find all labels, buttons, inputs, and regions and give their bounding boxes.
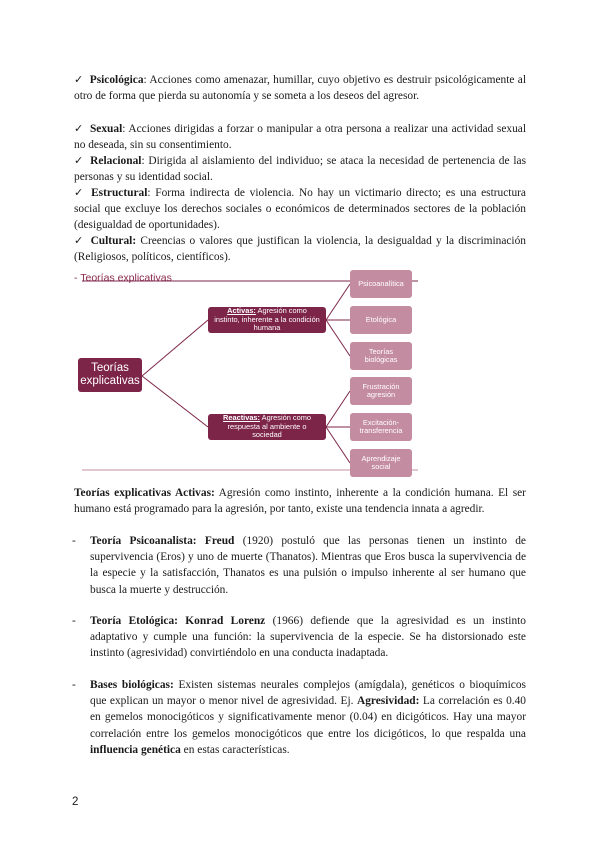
bullet-term: Psicológica [89, 74, 144, 86]
item-term-2: Agresividad: [356, 695, 420, 708]
item-text-3: en estas características. [180, 743, 290, 756]
item-term: Bases biológicas: [90, 679, 174, 691]
reactive-text: Agresión como respuesta al ambiente o sociedad [227, 413, 311, 440]
check-icon: ✓ [74, 122, 84, 135]
bullet-term: Relacional [90, 155, 142, 167]
leaf-frustracion: Frustración agresión [350, 377, 412, 405]
connector-active-leaf-1 [326, 284, 350, 320]
check-icon: ✓ [74, 73, 84, 86]
reactive-theories-box [208, 414, 326, 440]
leaf-biologicas: Teorías biológicas [350, 342, 412, 370]
item-text-2: La correlación es 0.40 en gemelos monocigóticos y significativamente menor (0.04) en dicigóticos. Hay una mayor correlación entre los gemelos monocigóticos que entre los dicigóticos, lo que respalda una [90, 695, 526, 740]
item-text: (1920) postuló que las personas tienen un instinto de supervivencia (Eros) y uno de muerte (Thanatos). Mientras que Eros busca la supervivencia de la especie y la satisfacción, Thanatos es una pulsión o impulso inherente al ser humano que busca la muerte y destrucción. [90, 535, 526, 596]
active-theories-box [208, 307, 326, 333]
active-label: Activas: [227, 306, 256, 316]
connector-active-leaf-3 [326, 320, 350, 356]
list-dash: - [72, 535, 76, 547]
bullet-relacional [74, 153, 526, 185]
bullet-text: : Acciones dirigidas a forzar o manipular a otra persona a realizar una actividad sexual no deseada, sin su consentimiento. [74, 123, 526, 152]
active-text: Agresión como instinto, inherente a la condición humana [214, 306, 320, 333]
reactive-label: Reactivas: [223, 413, 261, 423]
theory-item-etologica [72, 613, 526, 662]
page-number: 2 [72, 796, 79, 808]
bullet-term: Estructural [91, 187, 148, 199]
bullet-text: : Acciones como amenazar, humillar, cuyo objetivo es destruir psicológicamente al otro de forma que pierda su autonomía y se someta a los deseos del agresor. [74, 74, 527, 103]
intro-text: Agresión como instinto, inherente a la condición humana. El ser humano está programado para la agresión, por tanto, existe una tendencia innata a agredir. [74, 487, 526, 516]
check-icon: ✓ [74, 154, 85, 167]
bullet-cultural [74, 233, 526, 265]
item-term: Teoría Etológica: Konrad Lorenz [90, 615, 266, 627]
diagram-title: - Teorías explicativas [74, 272, 172, 284]
theories-diagram [60, 280, 420, 480]
intro-term: Teorías explicativas Activas: [74, 487, 215, 499]
item-text: (1966) defiende que la agresividad es un instinto adaptativo y cumple una función: la supervivencia de la especie. Se ha distorsionado este instinto (agresividad) convirtiéndolo en una conducta inadaptada. [90, 615, 526, 660]
connector-root-reactive [142, 376, 208, 427]
bullet-text: Creencias o valores que justifican la violencia, la desigualdad y la discriminación (Religiosos, políticos, científicos). [74, 235, 526, 264]
bullet-text: : Forma indirecta de violencia. No hay un victimario directo; es una estructura social que excluye los derechos sociales o económicos de determinados sectores de la población (desigualdad de oportunidades). [74, 187, 526, 232]
bullet-estructural [74, 185, 526, 234]
connector-reactive-leaf-1 [326, 391, 350, 427]
root-box: Teorías explicativas [78, 358, 142, 392]
theory-item-biologicas [72, 677, 526, 758]
item-text-1: Existen sistemas neurales complejos (amígdala), genéticos o bioquímicos que explican un mayor o menor nivel de agresividad. Ej. [90, 679, 526, 708]
check-icon: ✓ [74, 186, 86, 199]
bullet-term: Cultural: [90, 235, 137, 247]
list-dash: - [72, 615, 76, 627]
list-dash: - [72, 679, 76, 691]
leaf-excitacion: Excitación-transferencia [350, 413, 412, 441]
theory-item-psicoanalista [72, 533, 526, 598]
bullet-text: : Dirigida al aislamiento del individuo; se ataca la necesidad de pertenencia de las personas y su identidad social. [74, 155, 527, 184]
item-term: Teoría Psicoanalista: Freud [90, 535, 235, 547]
connector-reactive-leaf-3 [326, 427, 350, 463]
bullet-psicologica [74, 72, 526, 104]
connector-root-active [142, 320, 208, 376]
active-theories-intro [74, 485, 526, 517]
leaf-psicoanalitica: Psicoanalítica [350, 270, 412, 298]
leaf-aprendizaje: Aprendizaje social [350, 449, 412, 477]
leaf-etologica: Etológica [350, 306, 412, 334]
check-icon: ✓ [74, 234, 85, 247]
bullet-sexual [74, 121, 526, 153]
item-term-3: influencia genética [90, 743, 181, 756]
bullet-term: Sexual [89, 123, 123, 135]
